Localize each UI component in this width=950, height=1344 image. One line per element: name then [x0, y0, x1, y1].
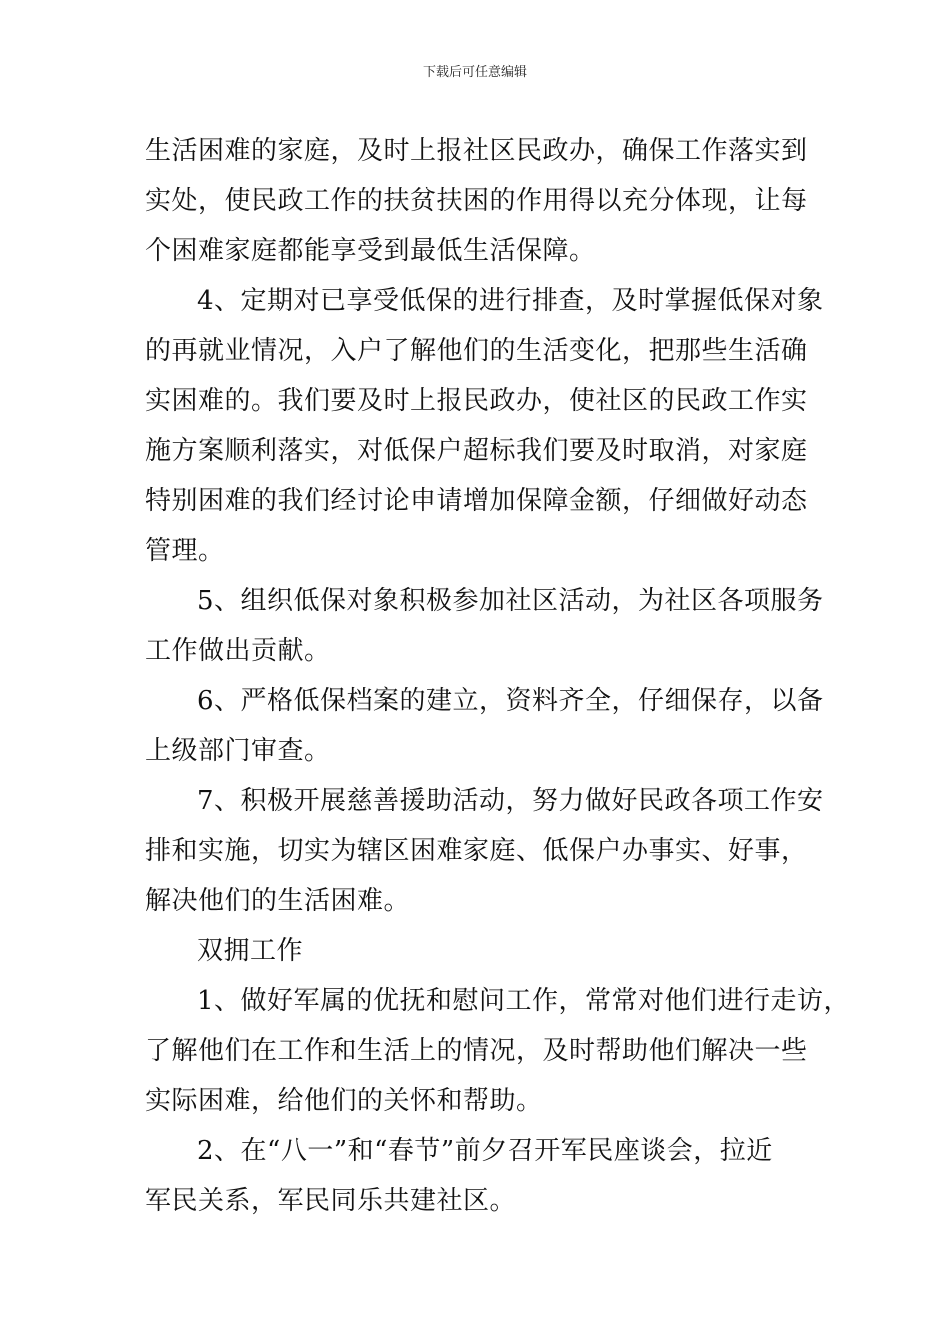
list-item-1-start: 1、做好军属的优抚和慰问工作，常常对他们进行走访， [197, 986, 851, 1016]
text-line: 特别困难的我们经讨论申请增加保障金额，仔细做好动态 [145, 486, 808, 516]
text-line: 的再就业情况，入户了解他们的生活变化，把那些生活确 [145, 336, 808, 366]
text-line: 管理。 [145, 536, 225, 566]
document-body [145, 126, 851, 1226]
text-line: 实际困难，给他们的关怀和帮助。 [145, 1086, 543, 1116]
text-line: 排和实施，切实为辖区困难家庭、低保户办事实、好事， [145, 836, 808, 866]
page-header: 下载后可任意编辑 [422, 65, 527, 80]
text-line: 施方案顺利落实，对低保户超标我们要及时取消，对家庭 [145, 436, 808, 466]
text-line: 了解他们在工作和生活上的情况，及时帮助他们解决一些 [145, 1036, 808, 1066]
text-line: 工作做出贡献。 [145, 636, 331, 666]
list-item-4-start: 4、定期对已享受低保的进行排查，及时掌握低保对象 [197, 286, 824, 316]
text-line: 解决他们的生活困难。 [145, 886, 411, 916]
section-heading: 双拥工作 [197, 936, 304, 966]
text-line: 军民关系，军民同乐共建社区。 [145, 1186, 517, 1216]
text-line: 生活困难的家庭，及时上报社区民政办，确保工作落实到 [145, 136, 808, 166]
text-line: 上级部门审查。 [145, 736, 331, 766]
list-item-7-start: 7、积极开展慈善援助活动，努力做好民政各项工作安 [197, 786, 824, 816]
text-line: 实处，使民政工作的扶贫扶困的作用得以充分体现，让每 [145, 186, 808, 216]
text-line: 实困难的。我们要及时上报民政办，使社区的民政工作实 [145, 386, 808, 416]
list-item-2-start: 2、在“八一”和“春节”前夕召开军民座谈会，拉近 [197, 1136, 773, 1166]
list-item-6-start: 6、严格低保档案的建立，资料齐全，仔细保存，以备 [197, 686, 824, 716]
text-line: 个困难家庭都能享受到最低生活保障。 [145, 236, 596, 266]
list-item-5-start: 5、组织低保对象积极参加社区活动，为社区各项服务 [197, 586, 824, 616]
